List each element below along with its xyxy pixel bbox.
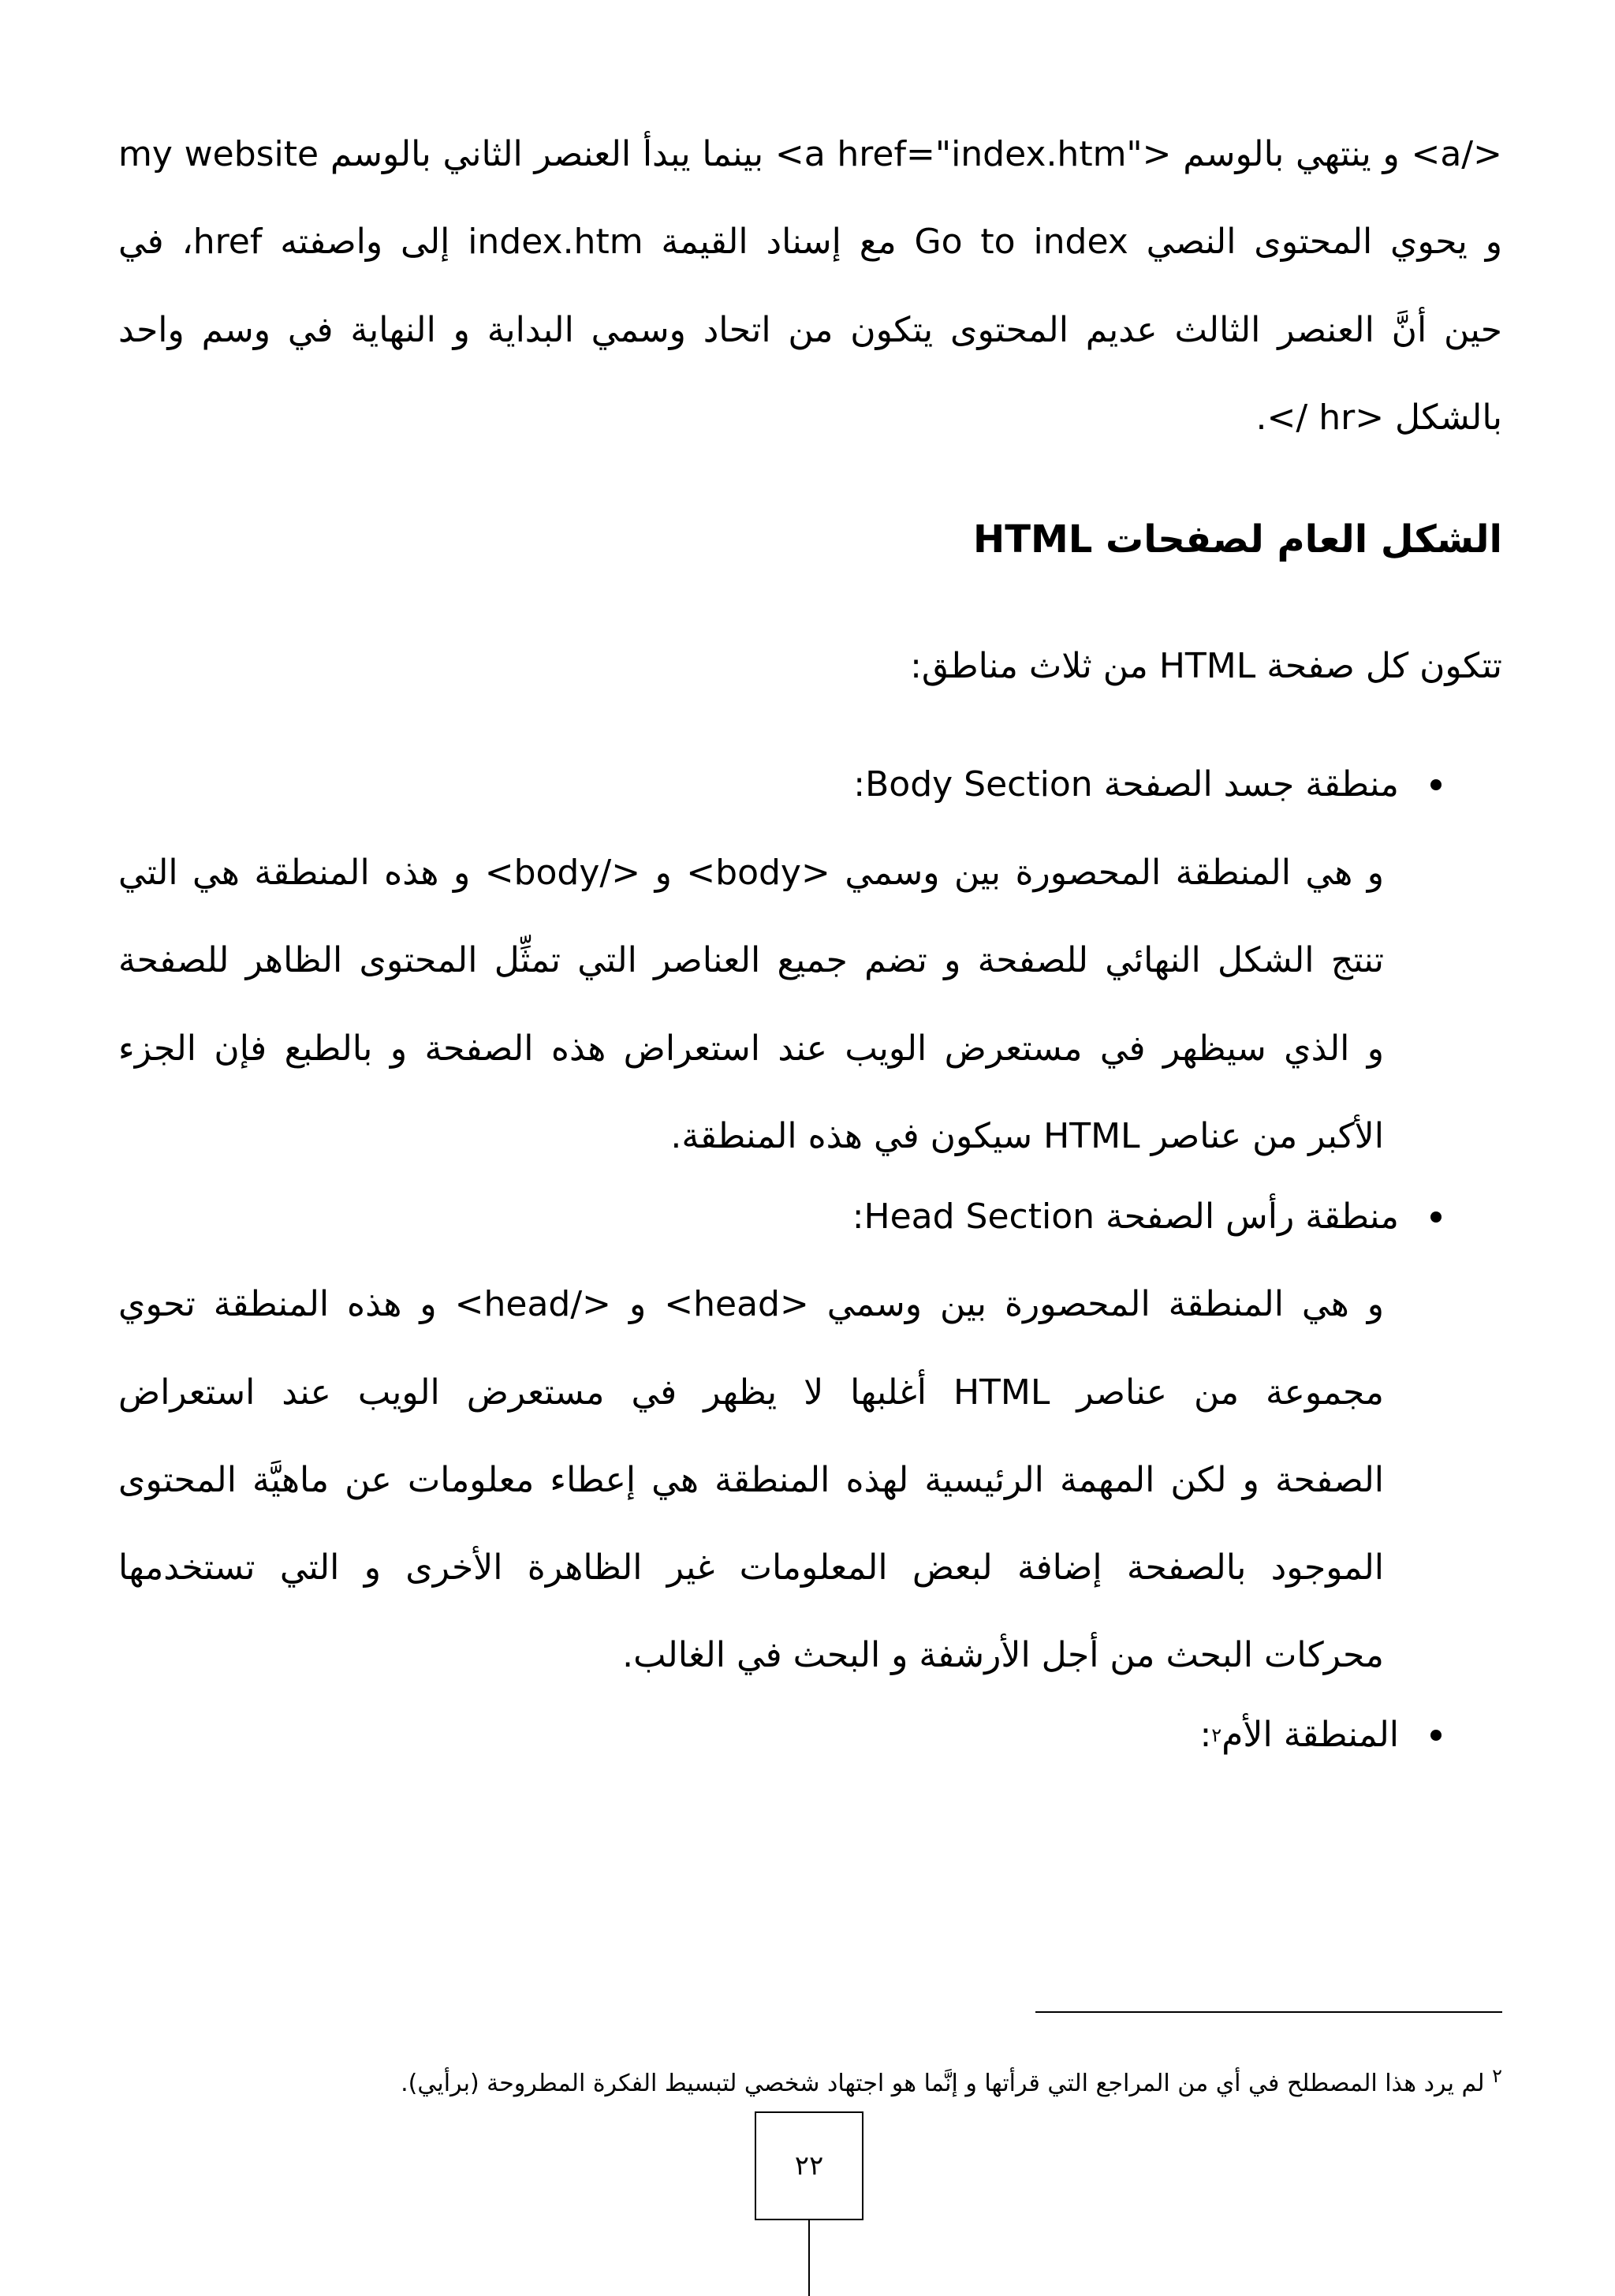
- intro-line-3: حين أنَّ العنصر الثالث عديم المحتوى يتكون من اتحاد وسمي البداية و النهاية في وسم واحد: [118, 310, 1502, 350]
- intro-line-1: my website بينما يبدأ العنصر الثاني بالوسم <a href="index.htm"> و ينتهي بالوسم <a/>: [118, 134, 1502, 174]
- page-number-box: [755, 2111, 863, 2220]
- head-desc-line-1: و هي المنطقة المحصورة بين وسمي <head> و </head> و هذه المنطقة تحوي: [118, 1284, 1384, 1324]
- body-desc-line-1: و هي المنطقة المحصورة بين وسمي <body> و </body> و هذه المنطقة هي التي: [118, 853, 1384, 893]
- bullet-head-title-text: منطقة رأس الصفحة Head Section:: [852, 1197, 1399, 1237]
- intro-line-2: و يحوي المحتوى النصي Go to index مع إسناد القيمة index.htm إلى واصفته href، في: [118, 222, 1502, 262]
- page-number: ٢٢: [794, 2150, 824, 2182]
- section-heading: الشكل العام لصفحات HTML: [973, 517, 1502, 562]
- head-desc-line-5: محركات البحث من أجل الأرشفة و البحث في الغالب.: [622, 1635, 1384, 1675]
- footnote-text: لم يرد هذا المصطلح في أي من المراجع التي قرأتها و إنَّما هو اجتهاد شخصي لتبسيط الفكرة المطروحة (برأيي).: [401, 2070, 1485, 2097]
- footnote-reference: ٢: [1211, 1724, 1222, 1746]
- bullet-mother-title: [1199, 1712, 1442, 1759]
- bullet-body-title-text: منطقة جسد الصفحة Body Section:: [853, 764, 1399, 805]
- footnote: [401, 2060, 1502, 2100]
- bullet-head-title: [852, 1193, 1442, 1241]
- head-desc-line-4: الموجود بالصفحة إضافة لبعض المعلومات غير الظاهرة الأخرى و التي تستخدمها: [118, 1547, 1384, 1588]
- head-desc-line-3: الصفحة و لكن المهمة الرئيسية لهذه المنطقة هي إعطاء معلومات عن ماهيَّة المحتوى: [118, 1460, 1384, 1500]
- section-intro: تتكون كل صفحة HTML من ثلاث مناطق:: [910, 646, 1502, 686]
- body-desc-line-3: و الذي سيظهر في مستعرض الويب عند استعراض هذه الصفحة و بالطبع فإن الجزء: [118, 1029, 1384, 1069]
- body-desc-line-4: الأكبر من عناصر HTML سيكون في هذه المنطقة.: [670, 1116, 1384, 1156]
- page-number-line: [808, 2220, 810, 2296]
- bullet-mother-title-text: المنطقة الأم: [1222, 1715, 1399, 1755]
- bullet-dot: [1430, 1730, 1442, 1741]
- bullet-mother-colon: :: [1199, 1715, 1212, 1755]
- body-desc-line-2: تنتج الشكل النهائي للصفحة و تضم جميع العناصر التي تمثِّل المحتوى الظاهر للصفحة: [118, 940, 1384, 980]
- intro-line-4: بالشكل <hr />.: [1255, 398, 1502, 438]
- bullet-body-title: [853, 761, 1442, 808]
- footnote-separator: [1035, 2011, 1502, 2013]
- footnote-marker: ٢: [1492, 2065, 1502, 2087]
- bullet-dot: [1430, 1211, 1442, 1223]
- head-desc-line-2: مجموعة من عناصر HTML أغلبها لا يظهر في مستعرض الويب عند استعراض: [118, 1372, 1384, 1413]
- bullet-dot: [1430, 779, 1442, 790]
